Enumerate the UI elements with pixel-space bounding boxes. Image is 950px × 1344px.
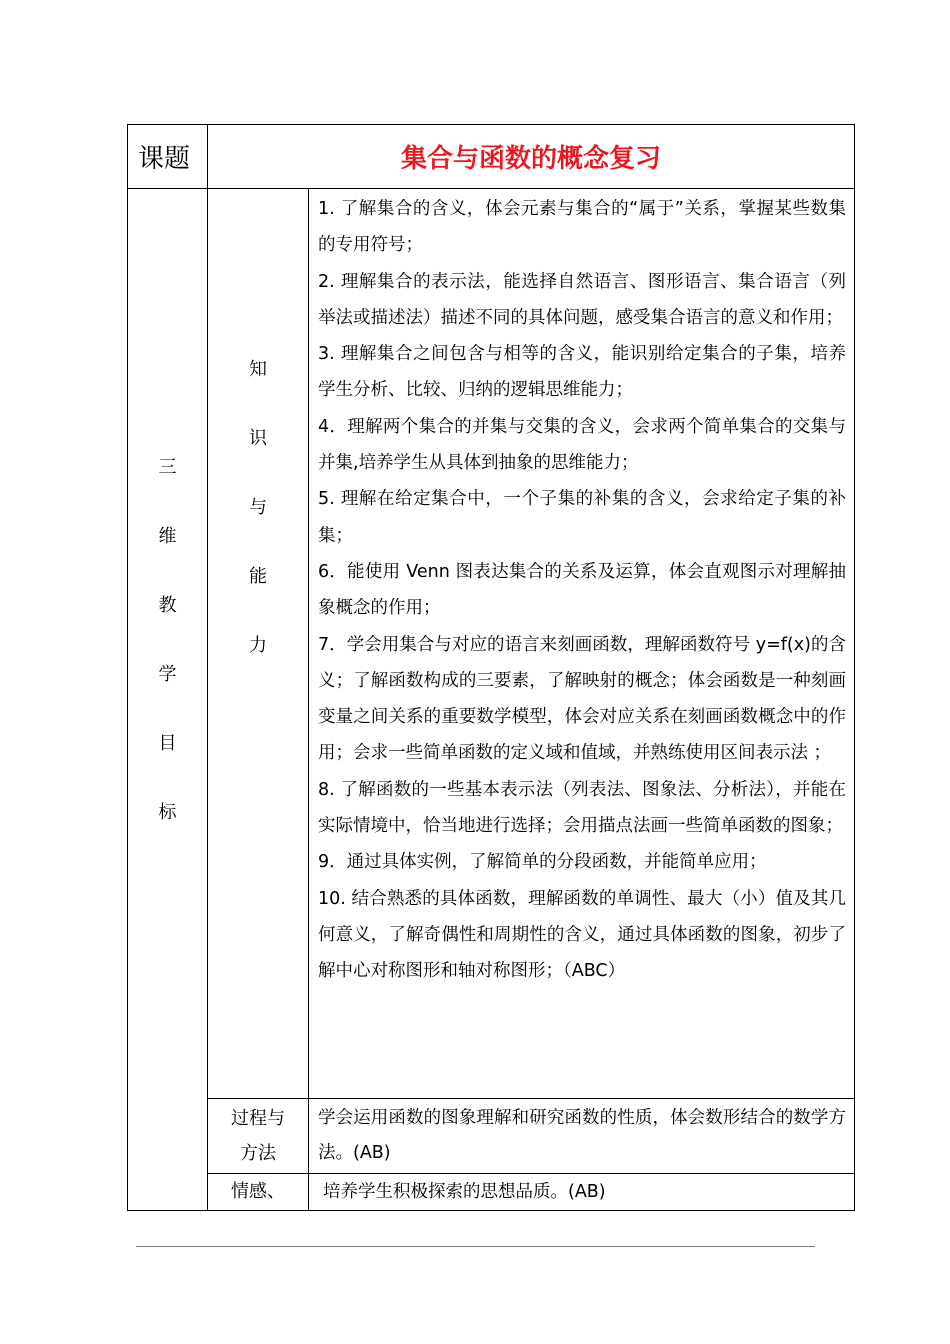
knowledge-label-char: 能 <box>249 566 267 587</box>
objectives-label-char: 三 <box>158 456 177 478</box>
objectives-label-char: 维 <box>158 525 177 547</box>
process-row <box>128 1099 855 1174</box>
knowledge-ability-label <box>208 189 309 1099</box>
objectives-label-char: 学 <box>158 663 177 685</box>
header-row <box>128 125 855 189</box>
objectives-label-char: 目 <box>158 732 177 754</box>
objective-item: 7．学会用集合与对应的语言来刻画函数，理解函数符号 y=f(x)的含义；了解函数构成的三要素，了解映射的概念；体会函数是一种刻画变量之间关系的重要数学模型，体会对应关系在刻画函数概念中的作用；会求一些简单函数的定义域和值域，并熟练使用区间表示法 ； <box>318 634 847 764</box>
lesson-plan-table <box>127 124 855 1211</box>
objective-item: 9．通过具体实例，了解简单的分段函数，并能简单应用； <box>318 852 767 873</box>
process-method-label <box>208 1099 309 1174</box>
process-label-line: 方法 <box>240 1143 276 1164</box>
objective-item: 4．理解两个集合的并集与交集的含义，会求两个简单集合的交集与并集,培养学生从具体到抽象的思维能力； <box>318 416 847 474</box>
objective-item: 8. 了解函数的一些基本表示法（列表法、图象法、分析法），并能在实际情境中，恰当地进行选择；会用描点法画一些简单函数的图象； <box>318 779 847 837</box>
knowledge-objectives <box>309 189 855 1099</box>
knowledge-label-char: 知 <box>249 359 267 380</box>
knowledge-label-char: 力 <box>249 635 267 656</box>
objective-item: 2. 理解集合的表示法，能选择自然语言、图形语言、集合语言（列举法或描述法）描述不同的具体问题，感受集合语言的意义和作用； <box>318 271 847 328</box>
objective-item: 1. 了解集合的含义，体会元素与集合的“属于”关系，掌握某些数集的专用符号； <box>318 199 847 256</box>
knowledge-label-char: 识 <box>249 428 267 449</box>
topic-label: 课题 <box>128 125 208 189</box>
footer-divider <box>136 1246 815 1247</box>
objective-item: 10. 结合熟悉的具体函数，理解函数的单调性、最大（小）值及其几何意义，了解奇偶性和周期性的含义，通过具体函数的图象，初步了解中心对称图形和轴对称图形；（ABC） <box>318 888 847 982</box>
emotion-label: 情感、 <box>208 1174 309 1211</box>
lesson-title: 集合与函数的概念复习 <box>208 125 855 189</box>
three-dimension-objectives-label <box>128 189 208 1211</box>
process-objective: 学会运用函数的图象理解和研究函数的性质，体会数形结合的数学方法。(AB) <box>309 1099 855 1174</box>
objectives-label-char: 教 <box>158 594 177 616</box>
emotion-row <box>128 1174 855 1211</box>
process-label-line: 过程与 <box>231 1108 285 1129</box>
emotion-objective: 培养学生积极探索的思想品质。(AB) <box>309 1174 855 1211</box>
objective-item: 6．能使用 Venn 图表达集合的关系及运算，体会直观图示对理解抽象概念的作用； <box>318 561 847 619</box>
objective-item: 3. 理解集合之间包含与相等的含义，能识别给定集合的子集，培养学生分析、比较、归纳的逻辑思维能力； <box>318 344 847 401</box>
knowledge-row <box>128 189 855 1099</box>
objective-item: 5. 理解在给定集合中，一个子集的补集的含义，会求给定子集的补集； <box>318 489 847 546</box>
objectives-label-char: 标 <box>158 801 177 823</box>
knowledge-label-char: 与 <box>249 497 267 518</box>
